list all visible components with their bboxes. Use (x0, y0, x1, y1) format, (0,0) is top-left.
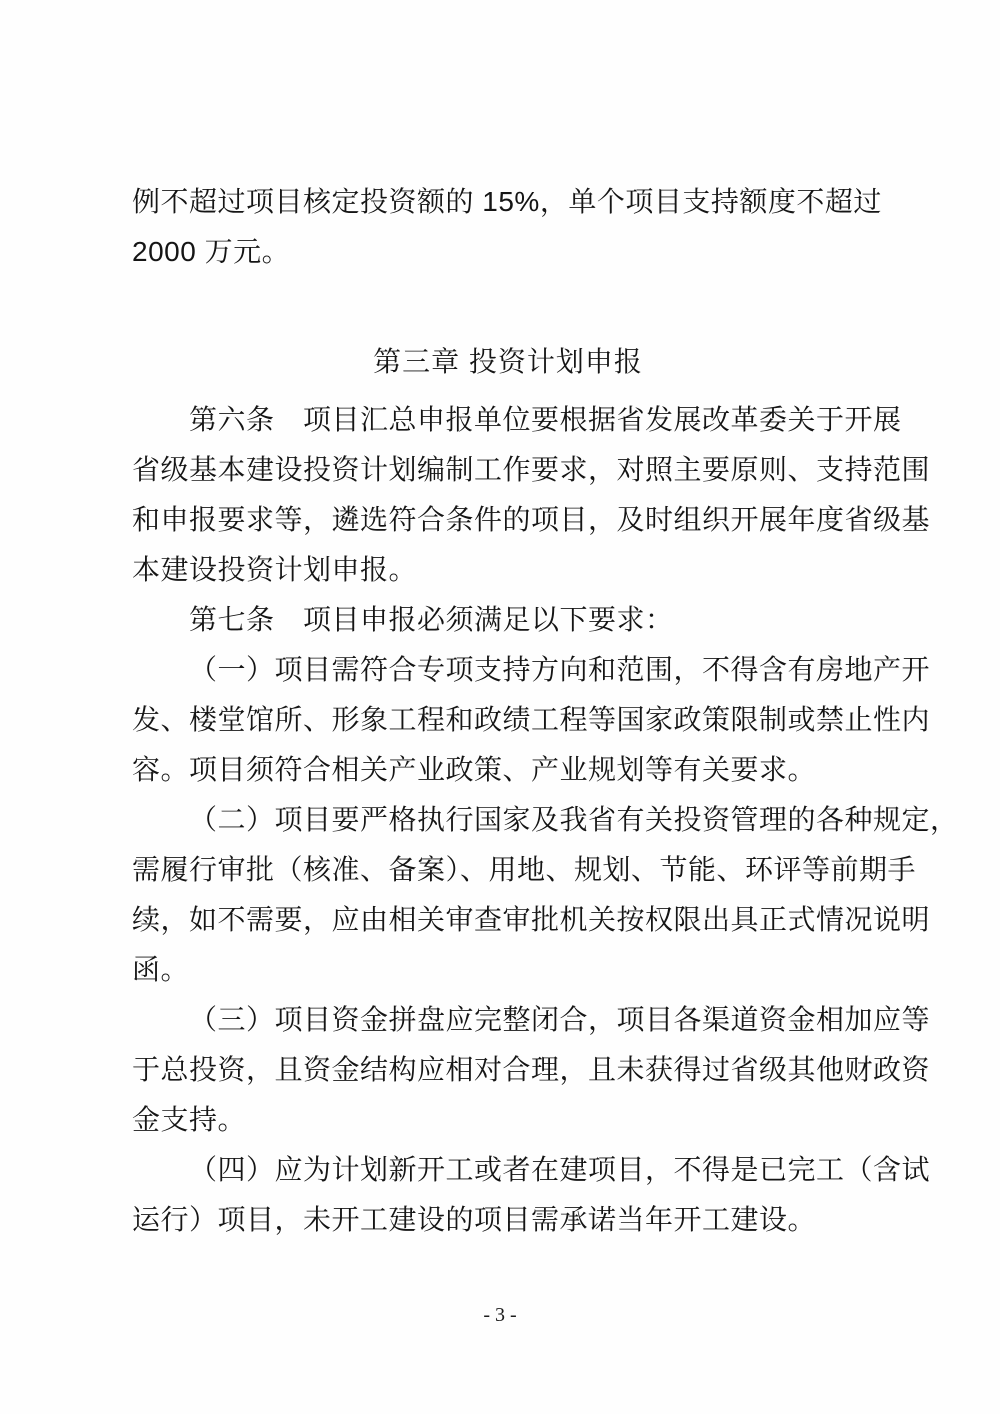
text-line: 发、楼堂馆所、形象工程和政绩工程等国家政策限制或禁止性内 (132, 704, 931, 735)
text-line: （四）应为计划新开工或者在建项目，不得是已完工（含试 (189, 1154, 931, 1185)
paragraph (132, 795, 959, 995)
text-line: 例不超过项目核定投资额的 15%，单个项目支持额度不超过 (132, 186, 882, 217)
text-line: 于总投资，且资金结构应相对合理，且未获得过省级其他财政资 (132, 1054, 931, 1085)
paragraph (132, 595, 884, 645)
paragraph (132, 995, 931, 1145)
text-line: 金支持。 (132, 1104, 247, 1135)
paragraph (132, 177, 884, 277)
text-line: 省级基本建设投资计划编制工作要求，对照主要原则、支持范围 (132, 454, 931, 485)
text-line: （一）项目需符合专项支持方向和范围，不得含有房地产开 (189, 654, 931, 685)
page-number: - 3 - (483, 1304, 517, 1326)
text-line: 需履行审批（核准、备案）、用地、规划、节能、环评等前期手 (132, 854, 917, 885)
text-line: （二）项目要严格执行国家及我省有关投资管理的各种规定， (189, 804, 959, 835)
text-line: （三）项目资金拼盘应完整闭合，项目各渠道资金相加应等 (189, 1004, 931, 1035)
text-line: 和申报要求等，遴选符合条件的项目，及时组织开展年度省级基 (132, 504, 931, 535)
text-line: 第六条 项目汇总申报单位要根据省发展改革委关于开展 (189, 404, 902, 435)
paragraph (132, 645, 931, 795)
paragraph (132, 1145, 931, 1245)
text-line: 2000 万元。 (132, 236, 291, 267)
text-line: 本建设投资计划申报。 (132, 554, 418, 585)
paragraph (132, 395, 931, 595)
text-line: 容。项目须符合相关产业政策、产业规划等有关要求。 (132, 754, 817, 785)
text-line: 续，如不需要，应由相关审查审批机关按权限出具正式情况说明 (132, 904, 931, 935)
text-line: 运行）项目，未开工建设的项目需承诺当年开工建设。 (132, 1204, 817, 1235)
document-body (132, 177, 959, 1245)
text-line: 函。 (132, 954, 190, 985)
text-line: 第七条 项目申报必须满足以下要求： (189, 604, 674, 635)
chapter-heading: 第三章 投资计划申报 (373, 346, 643, 377)
